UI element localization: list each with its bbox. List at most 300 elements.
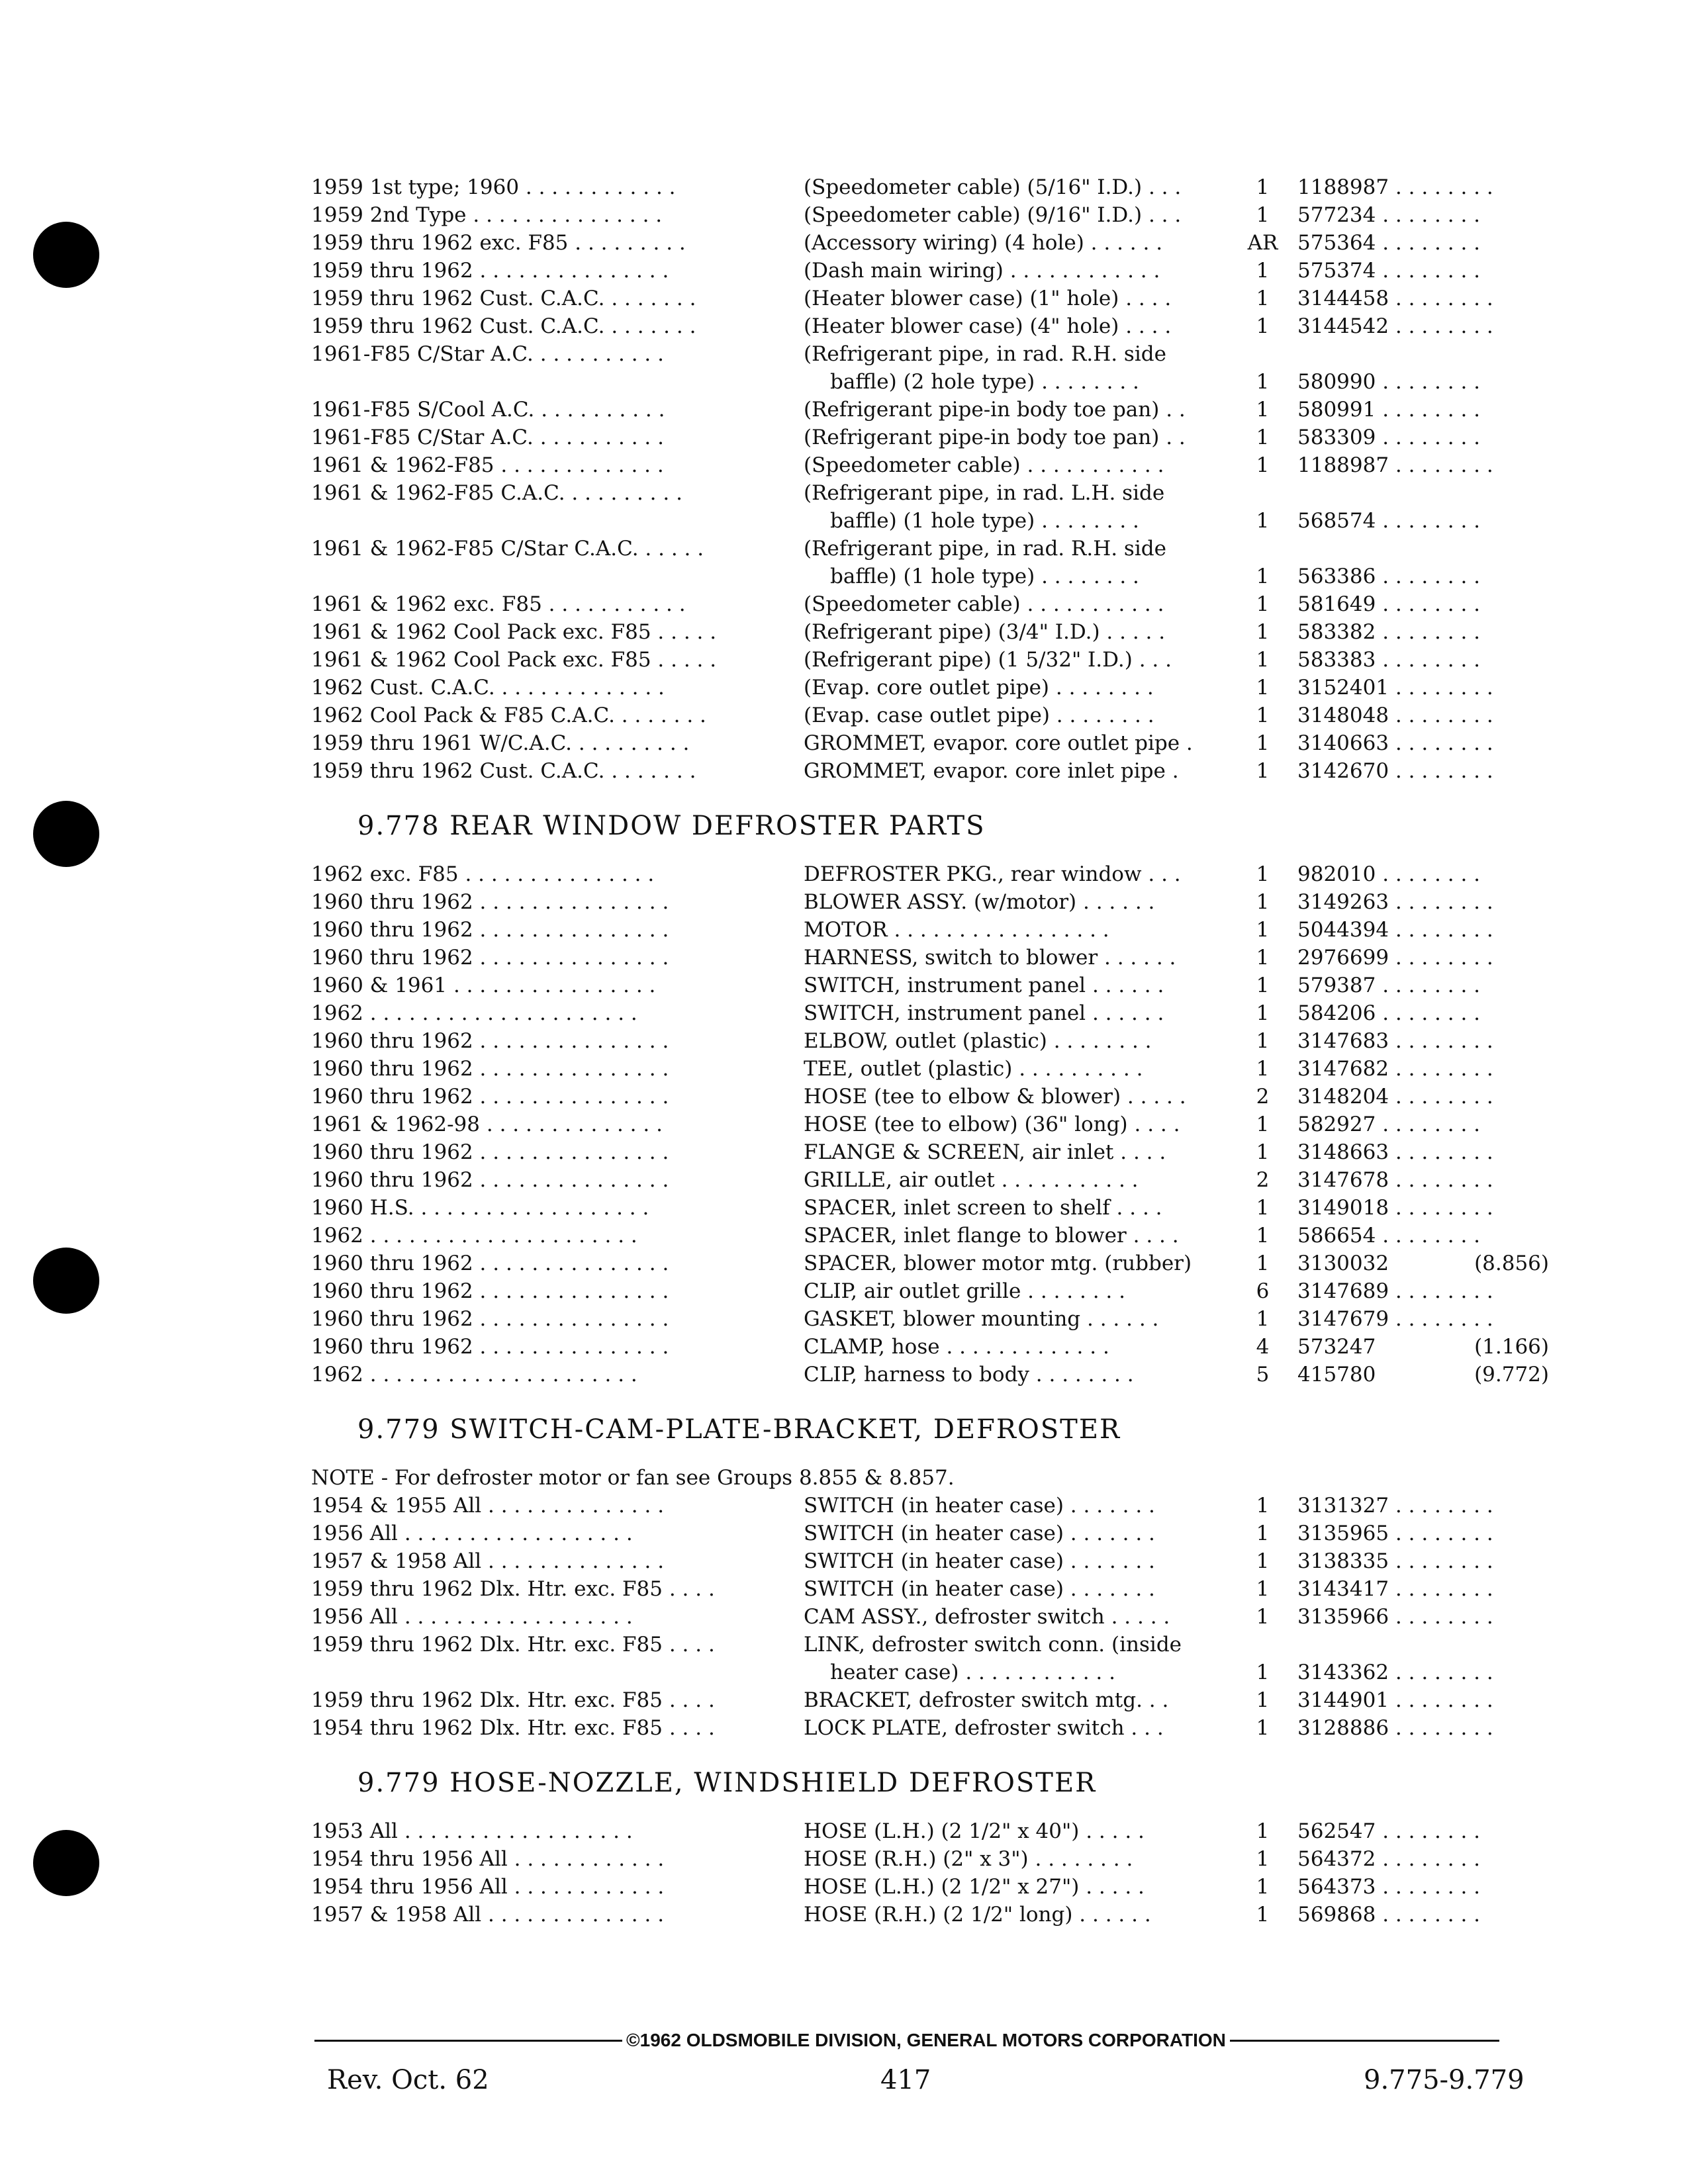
quantity: 1: [1256, 759, 1270, 783]
part-description-cell: [804, 674, 1241, 702]
part-description-cell: [804, 702, 1241, 729]
model-year: 1962 . . . . . . . . . . . . . . . . . . . . .: [311, 1001, 637, 1025]
part-description-cell: [804, 1686, 1241, 1714]
part-number: 586654 . . . . . . . .: [1297, 1224, 1481, 1248]
part-number: 3140663 . . . . . . . .: [1297, 731, 1493, 755]
part-number: 3147682 . . . . . . . .: [1297, 1057, 1493, 1081]
section-title-9778: 9.778 REAR WINDOW DEFROSTER PARTS: [357, 811, 986, 841]
part-description: ELBOW, outlet (plastic) . . . . . . . .: [804, 1029, 1152, 1053]
model-year: 1957 & 1958 All . . . . . . . . . . . . . .: [311, 1903, 665, 1927]
part-description: (Speedometer cable) . . . . . . . . . . .: [804, 592, 1164, 616]
part-description-cell: [804, 1575, 1241, 1603]
binder-hole: [33, 1830, 99, 1896]
part-description: CAM ASSY., defroster switch . . . . .: [804, 1605, 1170, 1629]
part-description: DEFROSTER PKG., rear window . . .: [804, 862, 1181, 886]
part-description: BLOWER ASSY. (w/motor) . . . . . .: [804, 890, 1155, 914]
section-title-9779-switch: 9.779 SWITCH-CAM-PLATE-BRACKET, DEFROSTER: [357, 1414, 1121, 1445]
part-number: 581649 . . . . . . . .: [1297, 592, 1481, 616]
model-year: 1959 thru 1962 Dlx. Htr. exc. F85 . . . .: [311, 1577, 715, 1601]
quantity: 1: [1256, 509, 1270, 533]
part-description-cell: [804, 1277, 1241, 1305]
part-description: (Evap. core outlet pipe) . . . . . . . .: [804, 676, 1154, 700]
part-row: [311, 702, 1549, 729]
part-number: 577234 . . . . . . . .: [1297, 203, 1481, 227]
part-row: [311, 1686, 1549, 1714]
part-description-cell: [804, 1901, 1241, 1929]
part-description: HOSE (L.H.) (2 1/2" x 40") . . . . .: [804, 1819, 1145, 1843]
part-description-cell: [804, 860, 1241, 888]
part-number: 575364 . . . . . . . .: [1297, 231, 1481, 255]
part-number: 5044394 . . . . . . . .: [1297, 918, 1493, 942]
part-description: HOSE (R.H.) (2" x 3") . . . . . . . .: [804, 1847, 1133, 1871]
model-year: 1960 thru 1962 . . . . . . . . . . . . . . .: [311, 1085, 669, 1109]
part-description: SPACER, blower motor mtg. (rubber): [804, 1251, 1192, 1275]
part-description: CLIP, air outlet grille . . . . . . . .: [804, 1279, 1125, 1303]
model-year: 1960 thru 1962 . . . . . . . . . . . . . . .: [311, 1057, 669, 1081]
part-description-cell: [804, 424, 1241, 451]
part-number: 3144901 . . . . . . . .: [1297, 1688, 1493, 1712]
quantity: 2: [1256, 1168, 1270, 1192]
quantity: 1: [1256, 453, 1270, 477]
part-description: (Refrigerant pipe-in body toe pan) . .: [804, 426, 1186, 449]
model-year: 1959 1st type; 1960 . . . . . . . . . . . .: [311, 175, 676, 199]
quantity: 1: [1256, 1819, 1270, 1843]
part-description-continued: heater case) . . . . . . . . . . . .: [830, 1661, 1115, 1684]
part-number: 569868 . . . . . . . .: [1297, 1903, 1481, 1927]
part-row: [311, 674, 1549, 702]
part-description-cell: [804, 1547, 1241, 1575]
model-year: 1961-F85 C/Star A.C. . . . . . . . . . .: [311, 426, 664, 449]
part-description-cell: [804, 888, 1241, 916]
quantity: 1: [1256, 314, 1270, 338]
quantity: 1: [1256, 890, 1270, 914]
model-year: 1961-F85 S/Cool A.C. . . . . . . . . . .: [311, 398, 665, 422]
model-year: 1960 thru 1962 . . . . . . . . . . . . . . .: [311, 1251, 669, 1275]
quantity: 1: [1256, 1875, 1270, 1899]
quantity: 1: [1256, 175, 1270, 199]
quantity: 1: [1256, 1605, 1270, 1629]
model-year: 1960 thru 1962 . . . . . . . . . . . . . . .: [311, 890, 669, 914]
part-number: 3142670 . . . . . . . .: [1297, 759, 1493, 783]
part-description-cell: [804, 1603, 1241, 1631]
part-description: BRACKET, defroster switch mtg. . .: [804, 1688, 1169, 1712]
part-row: [311, 944, 1549, 972]
group-reference: (9.772): [1474, 1363, 1549, 1387]
model-year: 1957 & 1958 All . . . . . . . . . . . . . .: [311, 1549, 665, 1573]
quantity: 1: [1256, 203, 1270, 227]
part-row: [311, 1250, 1549, 1277]
part-description-cell: [804, 1845, 1241, 1873]
part-number: 3144542 . . . . . . . .: [1297, 314, 1493, 338]
part-description-cell: [804, 757, 1241, 785]
model-year: 1961 & 1962 Cool Pack exc. F85 . . . . .: [311, 620, 717, 644]
model-year: 1959 thru 1962 Cust. C.A.C. . . . . . . .: [311, 314, 696, 338]
parts-list-continued: [311, 173, 1549, 785]
quantity: 1: [1256, 1057, 1270, 1081]
quantity: 1: [1256, 676, 1270, 700]
part-description-cell: [804, 535, 1241, 590]
part-number: 584206 . . . . . . . .: [1297, 1001, 1481, 1025]
part-number: 3144458 . . . . . . . .: [1297, 287, 1493, 310]
part-description: (Evap. case outlet pipe) . . . . . . . .: [804, 704, 1154, 727]
quantity: 1: [1256, 1688, 1270, 1712]
part-number: 3128886 . . . . . . . .: [1297, 1716, 1493, 1740]
quantity: 1: [1256, 620, 1270, 644]
model-year: 1962 . . . . . . . . . . . . . . . . . . . . .: [311, 1224, 637, 1248]
part-number: 982010 . . . . . . . .: [1297, 862, 1481, 886]
part-description-cell: [804, 285, 1241, 312]
model-year: 1956 All . . . . . . . . . . . . . . . . . .: [311, 1605, 633, 1629]
part-description-cell: [804, 1817, 1241, 1845]
part-number: 563386 . . . . . . . .: [1297, 565, 1481, 588]
part-description-continued: baffle) (1 hole type) . . . . . . . .: [830, 565, 1139, 588]
part-description-cell: [804, 201, 1241, 229]
model-year: 1961 & 1962-F85 C.A.C. . . . . . . . . .: [311, 481, 682, 505]
part-description-cell: [804, 1333, 1241, 1361]
part-description-continued: baffle) (2 hole type) . . . . . . . .: [830, 370, 1139, 394]
part-description: SWITCH, instrument panel . . . . . .: [804, 974, 1164, 997]
part-number: 3143417 . . . . . . . .: [1297, 1577, 1493, 1601]
part-description: (Refrigerant pipe) (3/4" I.D.) . . . . .: [804, 620, 1166, 644]
part-description-cell: [804, 646, 1241, 674]
part-row: [311, 729, 1549, 757]
footer-group-range: 9.775-9.779: [1364, 2065, 1524, 2095]
part-description: SWITCH (in heater case) . . . . . . .: [804, 1494, 1155, 1518]
part-row: [311, 1111, 1549, 1138]
part-description: HOSE (R.H.) (2 1/2" long) . . . . . .: [804, 1903, 1151, 1927]
model-year: 1959 thru 1962 exc. F85 . . . . . . . . .: [311, 231, 686, 255]
part-number: 580990 . . . . . . . .: [1297, 370, 1481, 394]
part-description: CLAMP, hose . . . . . . . . . . . . .: [804, 1335, 1109, 1359]
part-description-cell: [804, 1873, 1241, 1901]
model-year: 1959 thru 1962 . . . . . . . . . . . . . . .: [311, 259, 669, 283]
part-description-cell: [804, 312, 1241, 340]
part-number: 3138335 . . . . . . . .: [1297, 1549, 1493, 1573]
quantity: 1: [1256, 1522, 1270, 1545]
quantity: 1: [1256, 1661, 1270, 1684]
part-row: [311, 1631, 1549, 1686]
model-year: 1960 & 1961 . . . . . . . . . . . . . . . .: [311, 974, 656, 997]
part-description-cell: [804, 479, 1241, 535]
part-row: [311, 1166, 1549, 1194]
quantity: 1: [1256, 1113, 1270, 1136]
part-number: 3143362 . . . . . . . .: [1297, 1661, 1493, 1684]
quantity: 4: [1256, 1335, 1270, 1359]
part-number: 3147678 . . . . . . . .: [1297, 1168, 1493, 1192]
quantity: 1: [1256, 946, 1270, 970]
part-description-cell: [804, 1027, 1241, 1055]
part-description-cell: [804, 590, 1241, 618]
model-year: 1962 . . . . . . . . . . . . . . . . . . . . .: [311, 1363, 637, 1387]
part-row: [311, 1055, 1549, 1083]
part-number: 575374 . . . . . . . .: [1297, 259, 1481, 283]
part-number: 583382 . . . . . . . .: [1297, 620, 1481, 644]
quantity: 5: [1256, 1363, 1270, 1387]
model-year: 1953 All . . . . . . . . . . . . . . . . . .: [311, 1819, 633, 1843]
model-year: 1956 All . . . . . . . . . . . . . . . . . .: [311, 1522, 633, 1545]
section-note: NOTE - For defroster motor or fan see Groups 8.855 & 8.857.: [311, 1466, 955, 1490]
part-description-cell: [804, 1194, 1241, 1222]
part-description: HOSE (tee to elbow) (36" long) . . . .: [804, 1113, 1180, 1136]
quantity: 1: [1256, 398, 1270, 422]
model-year: 1959 thru 1962 Cust. C.A.C. . . . . . . .: [311, 287, 696, 310]
part-description-cell: [804, 1111, 1241, 1138]
part-description-cell: [804, 1138, 1241, 1166]
part-number: 579387 . . . . . . . .: [1297, 974, 1481, 997]
page-number: 417: [880, 2065, 931, 2095]
quantity: 1: [1256, 1494, 1270, 1518]
part-description-cell: [804, 396, 1241, 424]
quantity: 1: [1256, 704, 1270, 727]
model-year: 1960 thru 1962 . . . . . . . . . . . . . . .: [311, 1140, 669, 1164]
part-row: [311, 479, 1549, 535]
part-description-cell: [804, 1055, 1241, 1083]
part-description-cell: [804, 340, 1241, 396]
part-row: [311, 1333, 1549, 1361]
part-description: (Dash main wiring) . . . . . . . . . . . .: [804, 259, 1160, 283]
part-description: SWITCH (in heater case) . . . . . . .: [804, 1549, 1155, 1573]
model-year: 1961 & 1962 Cool Pack exc. F85 . . . . .: [311, 648, 717, 672]
quantity: 1: [1256, 1029, 1270, 1053]
part-number: 3148204 . . . . . . . .: [1297, 1085, 1493, 1109]
part-number: 3148048 . . . . . . . .: [1297, 704, 1493, 727]
quantity: 1: [1256, 1307, 1270, 1331]
part-number: 582927 . . . . . . . .: [1297, 1113, 1481, 1136]
part-description: HOSE (L.H.) (2 1/2" x 27") . . . . .: [804, 1875, 1145, 1899]
part-description: (Heater blower case) (1" hole) . . . .: [804, 287, 1172, 310]
parts-list-9779-hose: [311, 1817, 1549, 1929]
model-year: 1962 Cust. C.A.C. . . . . . . . . . . . . .: [311, 676, 665, 700]
part-number: 568574 . . . . . . . .: [1297, 509, 1481, 533]
binder-hole: [33, 801, 99, 867]
part-row: [311, 1901, 1549, 1929]
part-number: 580991 . . . . . . . .: [1297, 398, 1481, 422]
quantity: 1: [1256, 1251, 1270, 1275]
quantity: 1: [1256, 862, 1270, 886]
part-row: [311, 618, 1549, 646]
parts-list-9778: [311, 860, 1549, 1388]
quantity: 2: [1256, 1085, 1270, 1109]
model-year: 1959 2nd Type . . . . . . . . . . . . . . .: [311, 203, 663, 227]
part-number: 1188987 . . . . . . . .: [1297, 453, 1493, 477]
part-row: [311, 1520, 1549, 1547]
part-description-cell: [804, 1083, 1241, 1111]
quantity: 1: [1256, 1001, 1270, 1025]
part-number: 564372 . . . . . . . .: [1297, 1847, 1481, 1871]
part-row: [311, 1817, 1549, 1845]
group-reference: (8.856): [1474, 1251, 1549, 1275]
part-number: 562547 . . . . . . . .: [1297, 1819, 1481, 1843]
model-year: 1960 thru 1962 . . . . . . . . . . . . . . .: [311, 918, 669, 942]
model-year: 1954 thru 1962 Dlx. Htr. exc. F85 . . . .: [311, 1716, 715, 1740]
quantity: 1: [1256, 1903, 1270, 1927]
part-row: [311, 1194, 1549, 1222]
quantity: 1: [1256, 565, 1270, 588]
quantity: 1: [1256, 1140, 1270, 1164]
part-description-cell: [804, 999, 1241, 1027]
part-row: [311, 972, 1549, 999]
part-row: [311, 451, 1549, 479]
part-description-cell: [804, 257, 1241, 285]
part-description-cell: [804, 1714, 1241, 1742]
part-description: (Refrigerant pipe, in rad. R.H. side: [804, 342, 1166, 366]
part-description-cell: [804, 729, 1241, 757]
part-row: [311, 757, 1549, 785]
part-description: HOSE (tee to elbow & blower) . . . . .: [804, 1085, 1186, 1109]
quantity: 1: [1256, 259, 1270, 283]
part-number: 2976699 . . . . . . . .: [1297, 946, 1493, 970]
model-year: 1960 thru 1962 . . . . . . . . . . . . . . .: [311, 1307, 669, 1331]
quantity: 1: [1256, 648, 1270, 672]
model-year: 1960 thru 1962 . . . . . . . . . . . . . . .: [311, 946, 669, 970]
parts-list-9779-switch: [311, 1492, 1549, 1742]
quantity: 1: [1256, 1716, 1270, 1740]
part-description: (Heater blower case) (4" hole) . . . .: [804, 314, 1172, 338]
part-row: [311, 1222, 1549, 1250]
part-number: 564373 . . . . . . . .: [1297, 1875, 1481, 1899]
part-row: [311, 201, 1549, 229]
part-number: 3130032: [1297, 1251, 1389, 1275]
part-row: [311, 396, 1549, 424]
part-description: GRILLE, air outlet . . . . . . . . . . .: [804, 1168, 1139, 1192]
part-description-cell: [804, 1305, 1241, 1333]
part-description: (Speedometer cable) (5/16" I.D.) . . .: [804, 175, 1182, 199]
quantity: 1: [1256, 1847, 1270, 1871]
part-row: [311, 1845, 1549, 1873]
part-description: SWITCH (in heater case) . . . . . . .: [804, 1522, 1155, 1545]
part-number: 3147679 . . . . . . . .: [1297, 1307, 1493, 1331]
part-number: 3152401 . . . . . . . .: [1297, 676, 1493, 700]
part-description: (Speedometer cable) . . . . . . . . . . .: [804, 453, 1164, 477]
model-year: 1959 thru 1962 Cust. C.A.C. . . . . . . .: [311, 759, 696, 783]
part-description: SPACER, inlet screen to shelf . . . .: [804, 1196, 1162, 1220]
part-description: GROMMET, evapor. core inlet pipe .: [804, 759, 1179, 783]
part-description-cell: [804, 1166, 1241, 1194]
part-description: (Refrigerant pipe) (1 5/32" I.D.) . . .: [804, 648, 1172, 672]
part-description: FLANGE & SCREEN, air inlet . . . .: [804, 1140, 1166, 1164]
model-year: 1960 thru 1962 . . . . . . . . . . . . . . .: [311, 1029, 669, 1053]
model-year: 1960 thru 1962 . . . . . . . . . . . . . . .: [311, 1168, 669, 1192]
part-number: 583309 . . . . . . . .: [1297, 426, 1481, 449]
quantity: 1: [1256, 918, 1270, 942]
part-number: 415780: [1297, 1363, 1376, 1387]
model-year: 1954 thru 1956 All . . . . . . . . . . . .: [311, 1875, 665, 1899]
part-description-cell: [804, 1631, 1241, 1686]
part-description: MOTOR . . . . . . . . . . . . . . . . .: [804, 918, 1109, 942]
part-description: TEE, outlet (plastic) . . . . . . . . . .: [804, 1057, 1143, 1081]
part-description: SWITCH, instrument panel . . . . . .: [804, 1001, 1164, 1025]
part-row: [311, 312, 1549, 340]
part-description-cell: [804, 916, 1241, 944]
model-year: 1961 & 1962-F85 C/Star C.A.C. . . . . .: [311, 537, 704, 561]
part-number: 3135965 . . . . . . . .: [1297, 1522, 1493, 1545]
part-row: [311, 1547, 1549, 1575]
parts-catalog-page: [311, 173, 1549, 1929]
model-year: 1961-F85 C/Star A.C. . . . . . . . . . .: [311, 342, 664, 366]
model-year: 1960 thru 1962 . . . . . . . . . . . . . . .: [311, 1279, 669, 1303]
part-description: SWITCH (in heater case) . . . . . . .: [804, 1577, 1155, 1601]
model-year: 1962 exc. F85 . . . . . . . . . . . . . . .: [311, 862, 655, 886]
part-description: LINK, defroster switch conn. (inside: [804, 1633, 1182, 1657]
model-year: 1959 thru 1962 Dlx. Htr. exc. F85 . . . .: [311, 1633, 715, 1657]
part-number: 3147689 . . . . . . . .: [1297, 1279, 1493, 1303]
part-description: LOCK PLATE, defroster switch . . .: [804, 1716, 1164, 1740]
quantity: 1: [1256, 1224, 1270, 1248]
model-year: 1960 thru 1962 . . . . . . . . . . . . . . .: [311, 1335, 669, 1359]
footer-copyright: ©1962 OLDSMOBILE DIVISION, GENERAL MOTORS CORPORATION: [622, 2028, 1230, 2053]
group-reference: (1.166): [1474, 1335, 1549, 1359]
part-description-cell: [804, 1520, 1241, 1547]
part-description: (Refrigerant pipe-in body toe pan) . .: [804, 398, 1186, 422]
part-description: SPACER, inlet flange to blower . . . .: [804, 1224, 1179, 1248]
model-year: 1961 & 1962-F85 . . . . . . . . . . . . .: [311, 453, 664, 477]
part-row: [311, 424, 1549, 451]
part-row: [311, 646, 1549, 674]
footer-revision: Rev. Oct. 62: [327, 2065, 489, 2095]
part-number: 573247: [1297, 1335, 1376, 1359]
part-row: [311, 1873, 1549, 1901]
part-row: [311, 340, 1549, 396]
part-row: [311, 1305, 1549, 1333]
part-description: GASKET, blower mounting . . . . . .: [804, 1307, 1159, 1331]
part-row: [311, 999, 1549, 1027]
part-description: HARNESS, switch to blower . . . . . .: [804, 946, 1176, 970]
quantity: 1: [1256, 592, 1270, 616]
model-year: 1959 thru 1961 W/C.A.C. . . . . . . . . .: [311, 731, 690, 755]
part-description: (Speedometer cable) (9/16" I.D.) . . .: [804, 203, 1182, 227]
part-number: 3149263 . . . . . . . .: [1297, 890, 1493, 914]
part-description: GROMMET, evapor. core outlet pipe .: [804, 731, 1193, 755]
part-number: 3135966 . . . . . . . .: [1297, 1605, 1493, 1629]
part-description: (Refrigerant pipe, in rad. L.H. side: [804, 481, 1165, 505]
quantity: 1: [1256, 287, 1270, 310]
part-row: [311, 916, 1549, 944]
part-description-cell: [804, 173, 1241, 201]
part-description-cell: [804, 972, 1241, 999]
part-row: [311, 173, 1549, 201]
part-description: (Refrigerant pipe, in rad. R.H. side: [804, 537, 1166, 561]
part-description-continued: baffle) (1 hole type) . . . . . . . .: [830, 509, 1139, 533]
quantity: 1: [1256, 1577, 1270, 1601]
part-description-cell: [804, 618, 1241, 646]
part-row: [311, 1277, 1549, 1305]
model-year: 1954 & 1955 All . . . . . . . . . . . . . .: [311, 1494, 665, 1518]
part-description: (Accessory wiring) (4 hole) . . . . . .: [804, 231, 1163, 255]
part-row: [311, 1083, 1549, 1111]
quantity: 1: [1256, 426, 1270, 449]
part-row: [311, 229, 1549, 257]
part-row: [311, 888, 1549, 916]
part-number: 583383 . . . . . . . .: [1297, 648, 1481, 672]
model-year: 1961 & 1962 exc. F85 . . . . . . . . . . .: [311, 592, 686, 616]
part-row: [311, 535, 1549, 590]
part-description-cell: [804, 1250, 1241, 1277]
model-year: 1960 H.S. . . . . . . . . . . . . . . . . . .: [311, 1196, 649, 1220]
quantity: 1: [1256, 1549, 1270, 1573]
part-row: [311, 1575, 1549, 1603]
quantity: 6: [1256, 1279, 1270, 1303]
part-row: [311, 1714, 1549, 1742]
part-row: [311, 1138, 1549, 1166]
model-year: 1954 thru 1956 All . . . . . . . . . . . .: [311, 1847, 665, 1871]
part-description-cell: [804, 451, 1241, 479]
part-description-cell: [804, 1222, 1241, 1250]
part-row: [311, 590, 1549, 618]
part-number: 3131327 . . . . . . . .: [1297, 1494, 1493, 1518]
quantity: AR: [1247, 231, 1278, 255]
binder-hole: [33, 1248, 99, 1314]
quantity: 1: [1256, 1196, 1270, 1220]
